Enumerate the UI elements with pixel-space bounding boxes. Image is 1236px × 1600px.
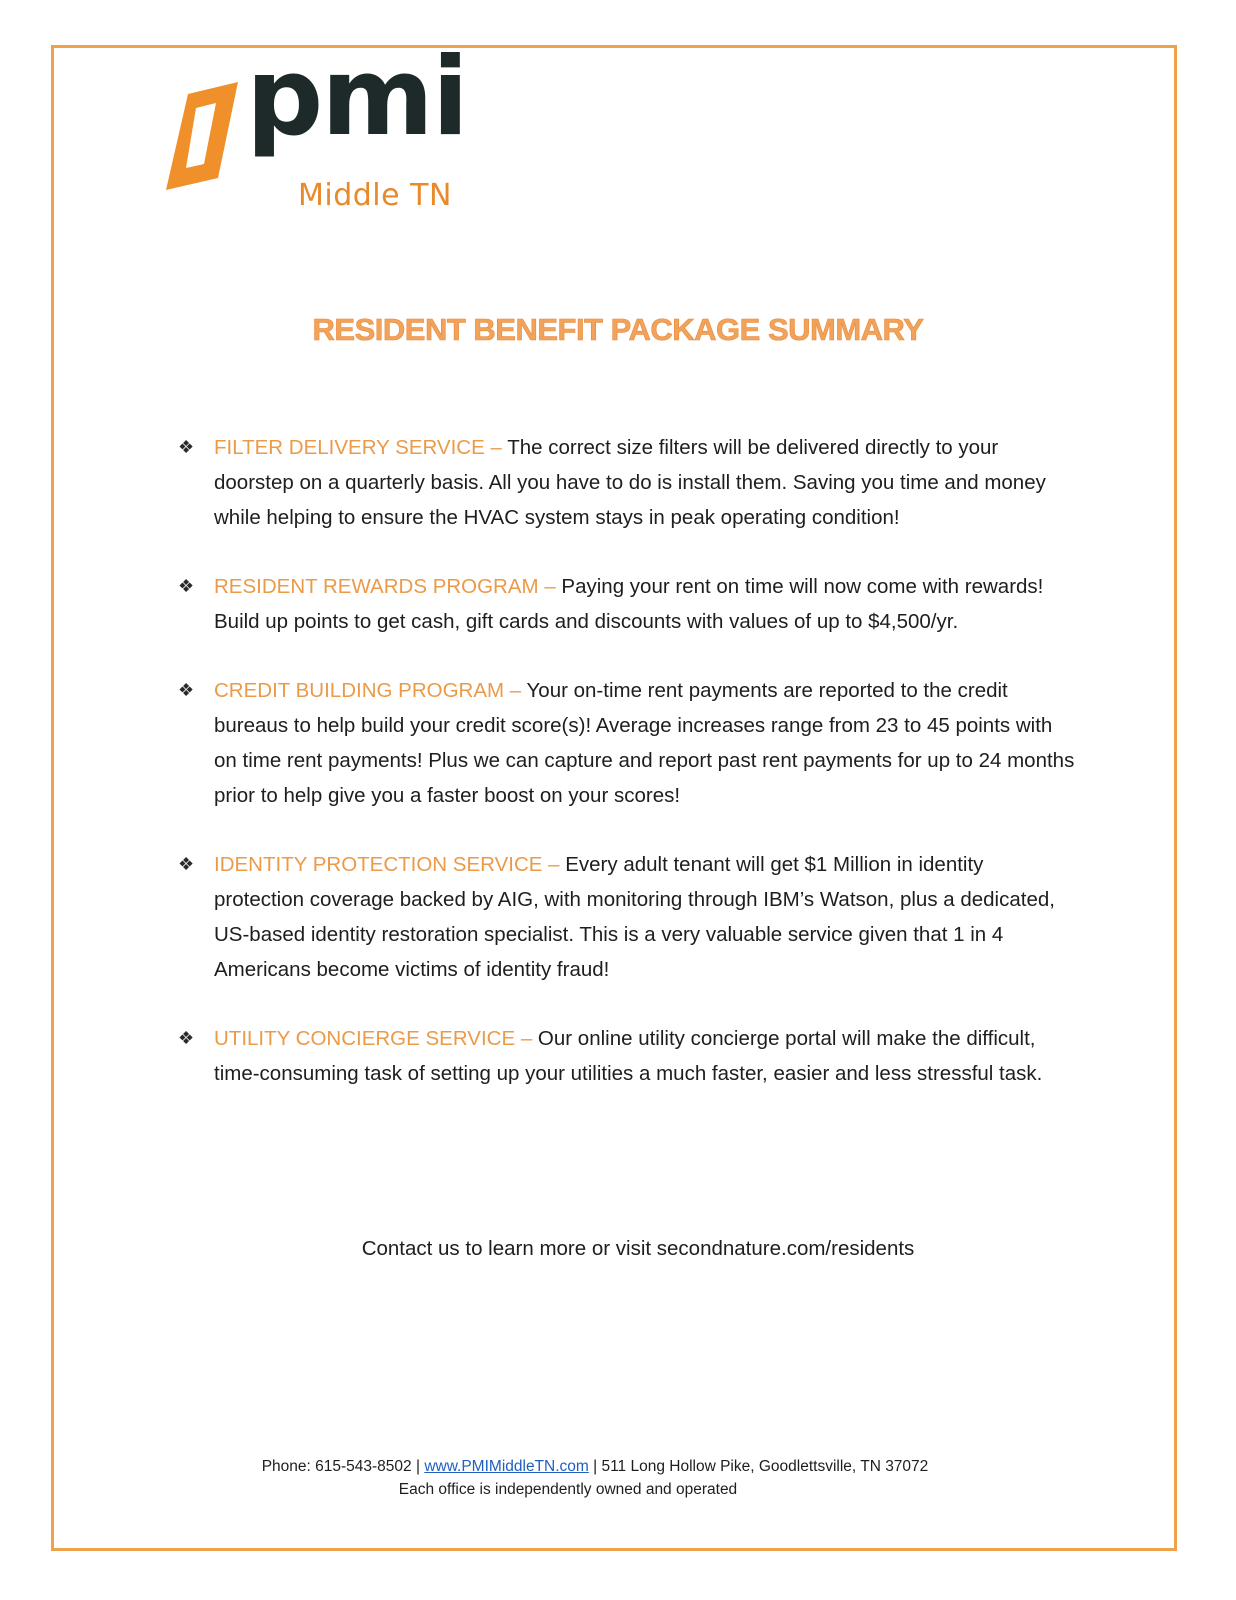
benefit-description: The correct size filters will be delivered directly to your doorstep on a quarterly basis. All you have to do is install them. Saving you time and money while helping to ensure the HVAC system stays in peak operating condition! (214, 436, 1046, 529)
logo-subtitle: Middle TN (298, 178, 452, 213)
page-title: RESIDENT BENEFIT PACKAGE SUMMARY (312, 312, 924, 347)
benefit-item (178, 673, 1078, 813)
logo-wordmark: pmi (246, 35, 467, 160)
benefit-name: RESIDENT REWARDS PROGRAM (214, 575, 539, 598)
benefit-description: Every adult tenant will get $1 Million in identity protection coverage backed by AIG, with monitoring through IBM’s Watson, plus a dedicated, US-based identity restoration specialist. This is a very valuable service given that 1 in 4 Americans become victims of identity fraud! (214, 853, 1055, 981)
benefit-dash: – (515, 1027, 538, 1050)
diamond-bullet-icon: ❖ (178, 1028, 195, 1048)
benefit-description: Paying your rent on time will now come with rewards! Build up points to get cash, gift cards and discounts with values of up to $4,500/yr. (214, 575, 1044, 633)
footer-separator: | (411, 1458, 425, 1475)
benefit-dash: – (484, 436, 508, 459)
benefit-name: CREDIT BUILDING PROGRAM (214, 679, 505, 702)
pmi-logo (160, 35, 500, 224)
benefit-item (178, 569, 1078, 639)
benefit-item (178, 847, 1078, 987)
benefit-dash: – (542, 853, 566, 876)
benefit-item (178, 1021, 1078, 1091)
diamond-bullet-icon: ❖ (178, 854, 195, 874)
benefit-name: FILTER DELIVERY SERVICE (214, 436, 485, 459)
benefit-description: Your on-time rent payments are reported to the credit bureaus to help build your credit score(s)! Average increases range from 23 to 45 points with on time rent payments! Plus we can capture and report past rent payments for up to 24 months prior to help give you a faster boost on your scores! (214, 679, 1075, 807)
benefit-list (178, 430, 1078, 1091)
benefit-description: Our online utility concierge portal will make the difficult, time-consuming task of setting up your utilities a much faster, easier and less stressful task. (214, 1027, 1043, 1085)
diamond-bullet-icon: ❖ (178, 680, 195, 700)
diamond-bullet-icon: ❖ (178, 576, 195, 596)
footer-contact-info (0, 1458, 1190, 1476)
diamond-bullet-icon: ❖ (178, 437, 195, 457)
footer-separator: | (588, 1458, 602, 1475)
contact-line: Contact us to learn more or visit secondnature.com/residents (361, 1237, 915, 1260)
footer-website-link[interactable]: www.PMIMiddleTN.com (424, 1458, 589, 1475)
benefit-name: UTILITY CONCIERGE SERVICE (214, 1027, 516, 1050)
footer-disclaimer: Each office is independently owned and operated (398, 1481, 738, 1498)
footer-phone: Phone: 615-543-8502 (261, 1458, 412, 1475)
footer-address: 511 Long Hollow Pike, Goodlettsville, TN 37072 (601, 1458, 929, 1475)
benefit-name: IDENTITY PROTECTION SERVICE (214, 853, 543, 876)
pmi-logo-mark-icon (160, 82, 240, 190)
benefit-dash: – (504, 679, 527, 702)
benefit-dash: – (538, 575, 562, 598)
benefit-item (178, 430, 1078, 535)
